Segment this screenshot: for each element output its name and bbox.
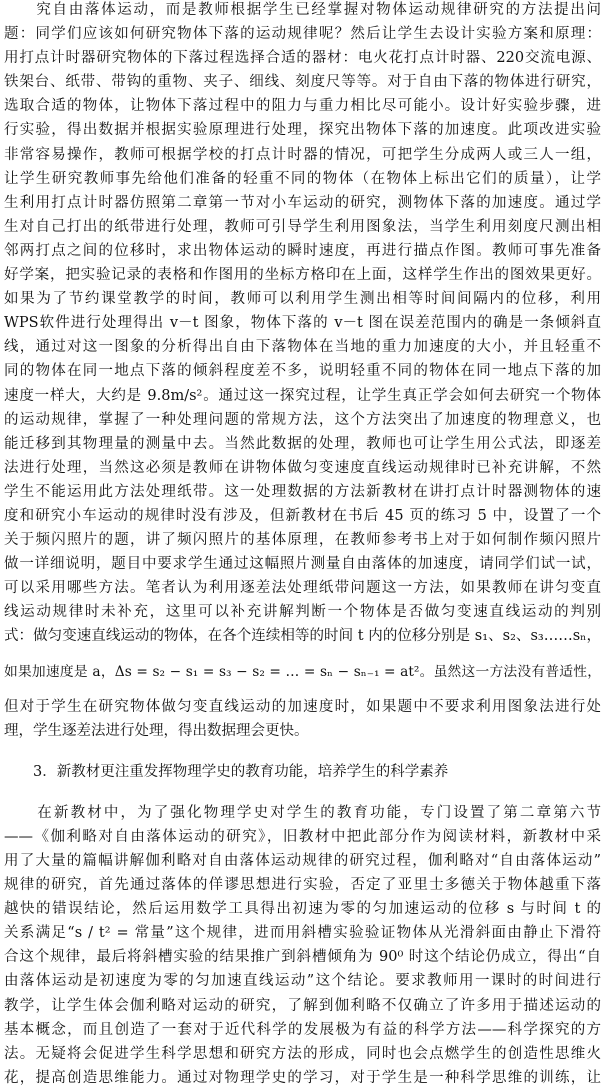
text-line: 好学案，把实验记录的表格和作图用的坐标方格印在上面，这样学生作出的图效果更好。 [4, 267, 601, 284]
text-line: 题：同学们应该如何研究物体下落的运动规律呢？然后让学生去设计实验方案和原理： [4, 26, 601, 43]
text-line: 法进行处理，当然这必须是教师在讲物体做匀变速度直线运动规律时已补充讲解，不然 [4, 459, 601, 476]
text-line: 花，提高创造思维能力。通过对物理学史的学习，对于学生是一种科学思维的训练，让 [4, 1069, 601, 1086]
text-line: 的运动规律，掌握了一种处理问题的常规方法，这个方法突出了加速度的物理意义，也 [4, 411, 601, 428]
text-line: 究自由落体运动，而是教师根据学生已经掌握对物体运动规律研究的方法提出问 [4, 2, 601, 18]
text-line: 非常容易操作，教师可根据学校的打点计时器的情况，可把学生分成两人或三人一组， [4, 146, 601, 163]
text-line: 式：做匀变速直线运动的物体，在各个连续相等的时间 t 内的位移分别是 s₁、s₂、s₃……sₙ， [4, 628, 601, 645]
spacer [4, 743, 601, 760]
text-line: 选取合适的物体，让物体下落过程中的阻力与重力相比尽可能小。设计好实验步骤，进 [4, 98, 601, 115]
text-line: 行实验，得出数据并根据实验原理进行处理，探究出物体下落的加速度。此项改进实验 [4, 122, 601, 139]
document-page [4, 0, 601, 1090]
text-line: 理，学生逐差法进行处理，得出数据理会更快。 [4, 722, 309, 739]
paragraph-history [4, 801, 601, 1090]
text-line: 邻两打点之间的位移时，求出物体运动的瞬时速度，再进行描点作图。教师可事先准备 [4, 242, 601, 259]
text-line: 生利用打点计时器仿照第二章第一节对小车运动的研究，测物体下落的加速度。通过学 [4, 194, 601, 211]
text-line: 法。无疑将会促进学生科学思想和研究方法的形成，同时也会点燃学生的创造性思维火 [4, 1045, 601, 1062]
text-line: 可以采用哪些方法。笔者认为利用逐差法处理纸带问题这一方法，如果教师在讲匀变直 [4, 580, 601, 597]
text-line: 度和研究小车运动的规律时没有涉及，但新教材在书后 45 页的练习 5 中，设置了一个 [4, 507, 601, 524]
text-line: 合这个规律，最后将斜槽实验的结果推广到斜槽倾角为 90⁰ 时这个结论仍成立，得出“自 [4, 949, 601, 966]
text-line: 越快的错误结论，然后运用数学工具得出初速为零的匀加速运动的位移 s 与时间 t 的 [4, 901, 601, 918]
text-line: 让学生研究教师事先给他们准备的轻重不同的物体（在物体上标出它们的质量），让学 [4, 170, 601, 187]
formula-line: 如果加速度是 a，Δs = s₂ − s₁ = s₃ − s₂ = … = sₙ − sₙ₋₁ = at²。虽然这一方法没有普适性， [4, 663, 601, 680]
text-line: 基本概念，而且创造了一套对于近代科学的发展极为有益的科学方法——科学探究的方 [4, 1021, 601, 1038]
text-line: 铁架台、纸带、带钩的重物、夹子、细线、刻度尺等等。对于自由下落的物体进行研究， [4, 74, 601, 91]
text-line: 关于频闪照片的题，讲了频闪照片的基体原理，在教师参考书上对于如何制作频闪照片 [4, 532, 601, 549]
text-line: 线运动规律时未补充，这里可以补充讲解判断一个物体是否做匀变速直线运动的判别 [4, 604, 601, 621]
spacer [4, 649, 601, 657]
text-line: 学生不能运用此方法处理纸带。这一处理数据的方法新教材在讲打点计时器测物体的速 [4, 483, 601, 500]
text-line: 线，通过对这一图象的分析得出自由下落物体在当地的重力加速度的大小，并且轻重不 [4, 339, 601, 356]
text-line: 在新教材中，为了强化物理学史对学生的教育功能，专门设置了第二章第六节 [4, 804, 601, 821]
text-line: 生对自己打出的纸带进行处理，教师可引导学生利用图象法，当学生利用刻度尺测出相 [4, 218, 601, 235]
text-line: ——《伽利略对自由落体运动的研究》，旧教材中把此部分作为阅读材料，新教材中采 [4, 828, 601, 845]
paragraph-conclusion [4, 695, 601, 743]
text-line: 用了大量的篇幅讲解伽利略对自由落体运动规律的研究过程，伽利略对“自由落体运动” [4, 853, 601, 869]
paragraph-experiment-design [4, 0, 601, 649]
paragraph-formula [4, 657, 601, 687]
text-line: WPS软件进行处理得出 v－t 图象，物体下落的 v－t 图在误差范围内的确是一条倾斜直 [4, 315, 601, 332]
text-line: 由落体运动是初速度为零的匀加速直线运动”这个结论。要求教师用一课时的时间进行 [4, 973, 601, 990]
spacer [4, 687, 601, 695]
section-heading [4, 760, 601, 784]
text-line: 能迁移到其物理量的测量中去。当然此数据的处理，教师也可让学生用公式法，即逐差 [4, 435, 601, 452]
text-line: 但对于学生在研究物体做匀变直线运动的加速度时，如果题中不要求利用图象法进行处 [4, 698, 601, 715]
text-line: 关系满足“s / t² = 常量”这个规律，进而用斜槽实验验证物体从光滑斜面由静止下滑符 [4, 925, 601, 942]
text-line: 做一详细说明，题目中要求学生通过这幅照片测量自由落体的加速度，请同学们试一试， [4, 556, 601, 573]
text-line: 速度一样大，大约是 9.8m/s²。通过这一探究过程，让学生真正学会如何去研究一个物体 [4, 387, 601, 404]
text-line: 用打点计时器研究物体的下落过程选择合适的器材：电火花打点计时器、220交流电源、 [4, 50, 601, 67]
heading-line: 3．新教材更注重发挥物理学史的教育功能，培养学生的科学素养 [4, 763, 449, 780]
text-line: 规律的研究，首先通过落体的佯谬思想进行实验，否定了亚里士多德关于物体越重下落 [4, 877, 601, 894]
spacer [4, 784, 601, 801]
text-line: 同的物体在同一地点下落的倾斜程度差不多，说明轻重不同的物体在同一地点下落的加 [4, 363, 601, 380]
text-line: 如果为了节约课堂教学的时间，教师可以利用学生测出相等时间间隔内的位移，利用 [4, 291, 601, 308]
text-line: 教学，让学生体会伽利略对运动的研究，了解到伽利略不仅确立了许多用于描述运动的 [4, 997, 601, 1014]
